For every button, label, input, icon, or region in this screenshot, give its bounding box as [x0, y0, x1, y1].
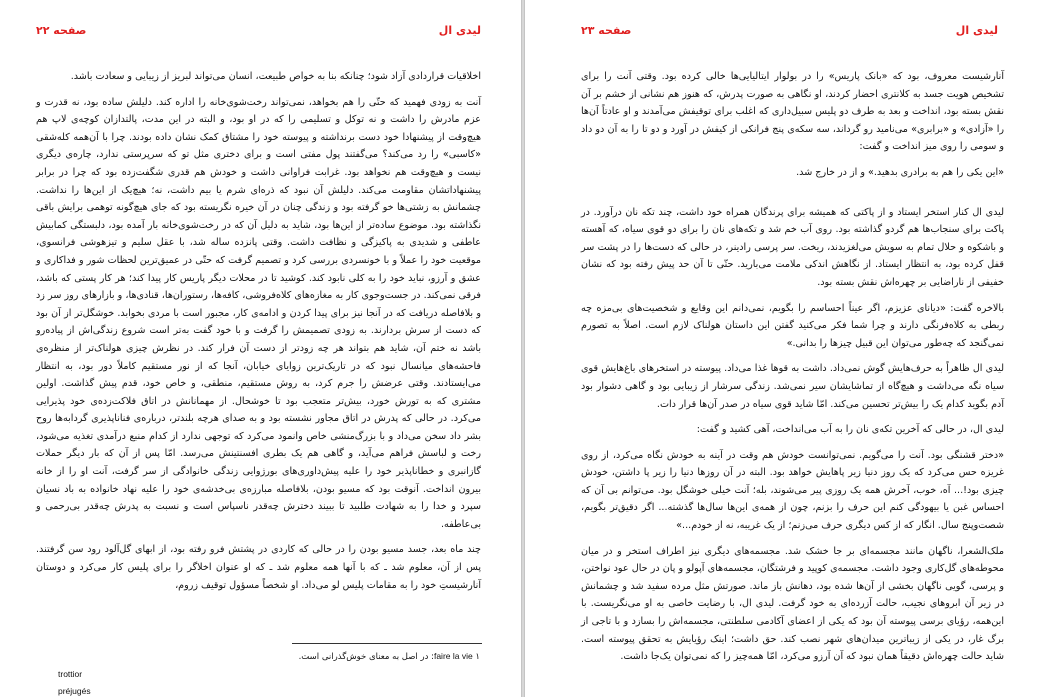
paragraph: بالاخره گفت: «دیانای عزیزم، اگر عیناً احساسم را بگویم، نمی‌دانم این وقایع و شخصیت‌های بی‌مزه چه ربطی به کلاه‌فرنگی دارند و چرا شما فکر می‌کنید گفتن این داستان هولناک لازم است. اصلاً به تصورم نمی‌گنجد که چه‌طور می‌توان این قبیل چیزها را بدانی.» [581, 302, 1004, 349]
paragraph: لیدی ال، در حالی که آخرین تکه‌ی نان را به آب می‌انداخت، آهی کشید و گفت: [696, 424, 1004, 436]
right-page-body [581, 68, 1004, 674]
left-page [0, 0, 521, 697]
paragraph: «دختر قشنگی بود. آنت را می‌گویم. نمی‌توانست خودش هم وقت در آینه به خودش نگاه می‌کرد، از روی غریزه حس می‌کرد که یک روز دنیا زیر پاهایش خواهد بود. البته در آن روزها دنیا را زیر پا داشتن، خودش چیزی بود!... آه، خوب، آخرش همه یک روزی پیر می‌شوند، بله؛ آنت خیلی خوشگل بود. می‌توانم بی آن که احساس غبن یا بیهودگی کنم این حرف را بزنم، چون از همه‌ی این‌ها سال‌ها گذشته... اگر دقیق‌تر بگویم، شصت‌وپنج سال. انگار که از کس دیگری حرف می‌زنم؛ از یک غریبه، نه از خودم...» [581, 449, 1004, 532]
footnote-rule [292, 643, 482, 644]
left-header-page-number: صفحه ۲۲ [36, 24, 87, 37]
paragraph: آنت به زودی فهمید که حتّی را هم بخواهد، نمی‌تواند رخت‌شوی‌خانه را اداره کند. دلیلش ساده بود، نه قدرت و عزم مادرش را داشت و نه توکل و تسلیمی را که در او بود، و البته در این مدت، پالتدازان کوچه‌ی لاپ هم هیچ‌وقت از پیشنهادا خود دست برنداشته و پیوسته خود را مشتاق کمک نشان داده بودند. چرا با آن‌همه کله‌شقی «کاسبی» را رد می‌کند؟ می‌گفتند پول مفتی است و برای دختری مثل تو که سرپرستی ندارد، چاره‌ی دیگری نیست و هیچ‌وقت هم نخواهد بود. غرابت فراوانی داشت و خودش هم قدری شگفت‌زده بود که چرا در برابر پیشنهاداتشان مقاومت می‌کند. دلیلش آن نبود که ذره‌ای شرم یا بیم داشت، نه؛ هیچ‌یک از این‌ها را نداشت. چشمانش به زشتی‌ها خو گرفته بود و زندگی چنان در آن خیره نگریسته بود که جای هیچ‌گونه توهمی برایش باقی نگذاشته بود. موضوع ساده‌تر از این‌ها بود، شاید به دلیل آن که در رخت‌شوی‌خانه بار آمده بود، دلبستگی کمابیش عاطفی و شدیدی به پاکیزگی و نظافت داشت. وقتی پانزده ساله شد، با عقل سلیم و تیزهوشی فرانسوی، موقعیت خود را عملاً و با خونسردی بررسی کرد و تصمیم گرفت که حتّی در عمیق‌ترین لحظات شور و فداکاری و عشق و آرزو، نباید خود را به کلی نابود کند. کوشید تا در محلات دیگر پاریس کار پیدا کند؛ هر کار پستی که باشد، فرقی نمی‌کند. در جست‌وجوی کار به مغازه‌های کلاه‌فروشی، کافه‌ها، رستوران‌ها، قنادی‌ها، و بازارهای روز سر زد و بلافاصله دریافت که در آنجا نیز برای پیدا کردن و ادامه‌ی کار، مجبور است با مردی بخوابد. خوشگل‌تر از آن بود که دست از سرش بردارند. به زودی تصمیمش را گرفت و با خود گفت به‌تر است شروع زندگی‌اش از پیاده‌رو باشد نه ختم آن، شاید هم بتواند هر چه زودتر از دست آن فرار کند. در نظرش چیزی هولناک‌تر از منظره‌ی فاحشه‌های میانسال نبود که در تاریک‌ترین زوایای خیابان، آنجا که از نور مستقیم کاملاً دور بود، به انتظار می‌ایستادند. وقتی عرضش را جرم کرد، به روش مستقیم، منطقی، و خاص خود، قدم پیش گذاشت. اولین مشتری که به تورش خورد، بیش‌تر متعجب بود تا خوشحال. از مهمانانش در اتاق فلاکت‌زده‌ی خود پذیرایی می‌کرد. در حالی که پدرش در اتاق مجاور نشسته بود و به صدای هرچه بلندتر، درباره‌ی فناناپذیری گردابه‌ها روح بشر داد سخن می‌داد و با بزرگ‌منشی خاص وانمود می‌کرد که توجهی ندارد از کدام منبع درآمدی تغذیه می‌شود، رخت و لباسش فراهم می‌آید، و گاهی هم یک بطری افسنتینش می‌رسد. امّا پس از آن که بار دیگر حملات گازانبری و خطاناپذیر خود را علیه پیش‌داوری‌های بورژوایی زندگی خانوادگی از سر گرفت، آنت او را از خانه بیرون انداخت. آنوقت بود که مسیو بودن، بلافاصله مبارزه‌ی بی‌خدشه‌ی خود را علیه نهاد خانواده به باد نسیان سپرد و خدا را به شهادت طلبید تا ببیند دخترش چه‌قدر ناسپاس است و نسبت به پدرش چه‌قدر بی‌رحمی و بی‌عاطفه. [36, 96, 481, 530]
left-page-body [36, 68, 481, 602]
footnote-term: faire la vie [433, 651, 473, 661]
paragraph: اخلاقیات قراردادی آزاد شود؛ چنانکه بنا به خواص طبیعت، انسان می‌تواند لبریز از زیبایی و سعادت باشد. [70, 71, 481, 82]
left-page-header [36, 24, 481, 40]
footnote-text: در اصل به معنای خوش‌گذرانی است. [298, 652, 429, 662]
right-page-header [581, 24, 998, 40]
paragraph: آنارشیست معروف، بود که «بانک پاریس» را در بولوار ایتالیایی‌ها خالی کرده بود. وقتی آنت را برای تشخیص هویت جسد به کلانتری احضار کردند، او نگاهی به صورت پدرش، که هنوز هم نشانی از خشم بر آن نقش بسته بود، انداخت و بعد به طرف دو پلیس سبیل‌داری که اغلب برای توقیفش می‌آمدند و او عادتاً آن‌ها را «آزادی» و «برابری» می‌نامید رو گرداند، سه سکه‌ی پنج فرانکی از کیفش در آورد و دو تا را به آن دو داد و سومی را روی میز انداخت و گفت: [581, 71, 1004, 153]
paragraph: چند ماه بعد، جسد مسیو بودن را در حالی که کاردی در پشتش فرو رفته بود، از ابهای گل‌آلود رود سن گرفتند. پس از آن، معلوم شد ـ که با آنها همه معلوم شد ـ که او عنوان اخلاگر را برای پلیس کار می‌کرد و دوستان آنارشیستِ خود را به مقامات پلیس لو می‌داد. او شخصاً مسؤول توقیف زروم، [36, 544, 481, 591]
right-page [525, 0, 1046, 697]
side-note: préjugés [58, 686, 91, 696]
footnote-mark: ۱ [475, 652, 480, 662]
paragraph: «این یکی را هم به برادری بدهید.» و از در خارج شد. [796, 166, 1004, 178]
paragraph: لیدی ال کنار استخر ایستاد و از پاکتی که همیشه برای پرندگان همراه خود داشت، چند تکه نان درآورد. در پاکت برای سنجاب‌ها هم گردو گذاشته بود. روی آب خم شد و تکه‌های نان را برای دو قوی سیاه، که آهسته و باشکوه و حلال تمام به سویش می‌لغزیدند، ریخت. سر پرسی رادینر، در حالی که دست‌ها را در پشت سر قفل کرده بود، به انتظار ایستاد. از نگاهش اندکی ملامت می‌بارید. حتّی تا آن حد پیش رفته بود که نشان خفیفی از ناراضایی بر چهره‌اش نقش بسته بود. [581, 206, 1004, 288]
right-header-title: لیدی ال [955, 24, 998, 37]
right-header-page-number: صفحه ۲۳ [581, 24, 632, 37]
paragraph: لیدی ال ظاهراً به حرف‌هایش گوش نمی‌داد. داشت به قوها غذا می‌داد. پیوسته در استخرهای باغ‌هایش قوی سیاه نگه می‌داشت و هیچ‌گاه از تماشایشان سیر نمی‌شد. زندگی سرشار از زیبایی بود و گاهی دشوار بود آدم بگوید کدام یک را بیش‌تر تحسین می‌کند. امّا شاید قوی سیاه در صدر آن‌ها قرار دات. [581, 363, 1004, 410]
footnote: ۱ faire la vie: در اصل به معنای خوش‌گذرانی است. [298, 651, 480, 662]
left-header-title: لیدی ال [438, 24, 481, 37]
side-note: trottior [58, 669, 83, 679]
paragraph: ملک‌الشعرا، ناگهان مانند مجسمه‌ای بر جا خشک شد. مجسمه‌های دیگری نیز اطراف استخر و در میان محوطه‌های گل‌کاری وجود داشت. مجسمه‌ی کوپید و فرشتگان، مجسمه‌های آپولو و پان در حال عود نواختن، و پرسی، گویی ناگهان بخشی از آن‌ها شده بود، دهانش باز ماند. صورتش مثل مرده سفید شد و چشمانش در زیر آن ابروهای نجیب، حالت آزرده‌ای به خود گرفت. لیدی ال، با رضایت خاصی به او می‌نگریست. با این‌همه، رؤیای برسی پیوسته آن بود که یکی از اعضای آکادمی سلطنتی، مجسمه‌اش را بسازد و با تاجی از برگ غار، در یکی از زیباترین میدان‌های شهر نصب کند. حق داشت؛ اینک رؤیایش به تحقق پیوسته است. شاید حالت چهره‌اش دقیقاً همان نبود که آن آرزو می‌کرد، امّا همه‌چیز را که نمی‌توان یک‌جا داشت. [581, 545, 1004, 663]
